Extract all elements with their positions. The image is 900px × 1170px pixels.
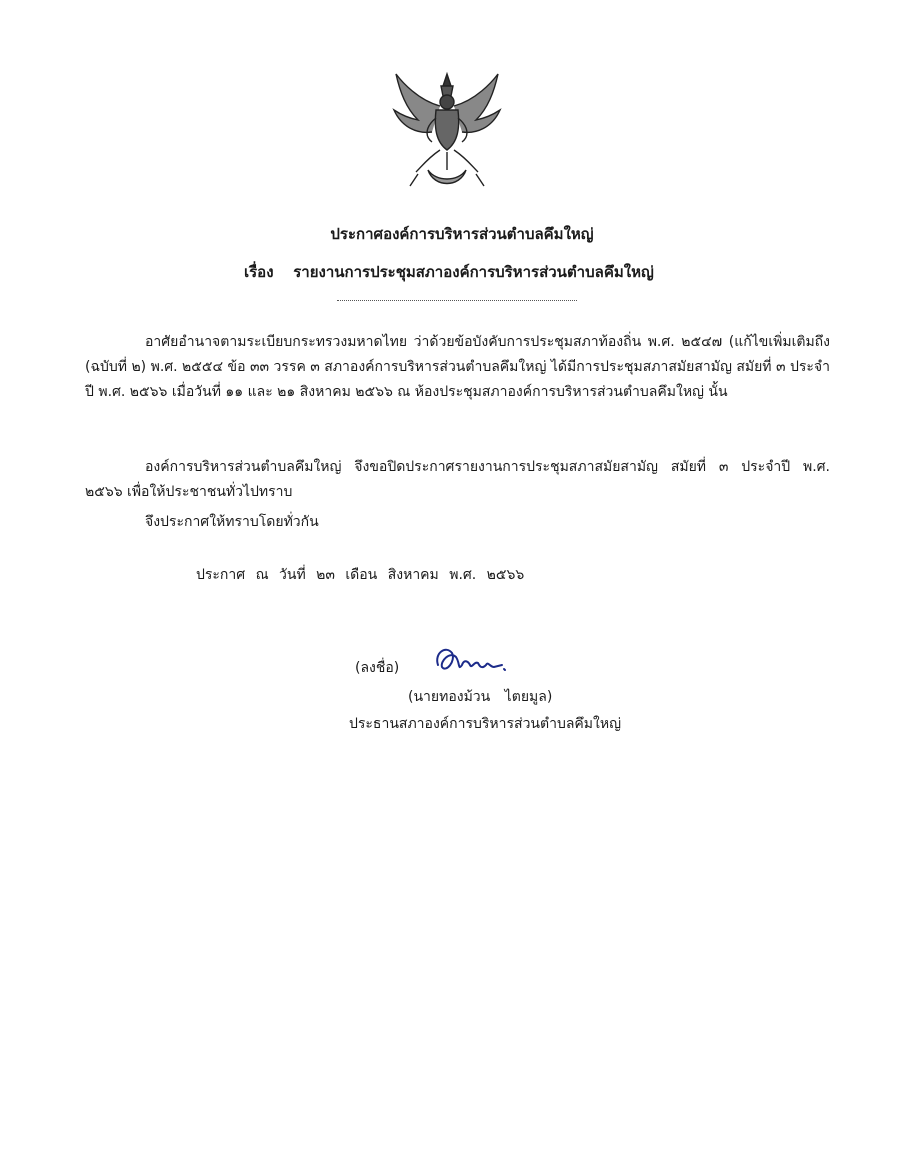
garuda-emblem-icon (388, 70, 506, 192)
paragraph-authority: อาศัยอำนาจตามระเบียบกระทรวงมหาดไทย ว่าด้วยข้อบังคับการประชุมสภาท้องถิ่น พ.ศ. ๒๕๔๗ (แก้ไขเพิ่มเติมถึง (ฉบับที่ ๒) พ.ศ. ๒๕๕๔ ข้อ ๓๓ วรรค ๓ สภาองค์การบริหารส่วนตำบลคึมใหญ่ ได้มีการประชุมสภาสมัยสามัญ สมัยที่ ๓ ประจำปี พ.ศ. ๒๕๖๖ เมื่อวันที่ ๑๑ และ ๒๑ สิงหาคม ๒๕๖๖ ณ ห้องประชุมสภาองค์การบริหารส่วนตำบลคึมใหญ่ นั้น (85, 334, 830, 400)
signatory-position: ประธานสภาองค์การบริหารส่วนตำบลคึมใหญ่ (349, 716, 622, 732)
paragraph-closing: จึงประกาศให้ทราบโดยทั่วกัน (145, 514, 319, 530)
announcement-title: ประกาศองค์การบริหารส่วนตำบลคึมใหญ่ (330, 225, 594, 243)
subject-line (244, 260, 654, 284)
subject-text: รายงานการประชุมสภาองค์การบริหารส่วนตำบลคึมใหญ่ (293, 263, 654, 281)
paragraph-notice: องค์การบริหารส่วนตำบลคึมใหญ่ จึงขอปิดประกาศรายงานการประชุมสภาสมัยสามัญ สมัยที่ ๓ ประจำปี พ.ศ. ๒๕๖๖ เพื่อให้ประชาชนทั่วไปทราบ (85, 459, 830, 500)
subject-label: เรื่อง (244, 263, 274, 281)
divider (337, 300, 577, 301)
signature-label: (ลงชื่อ) (355, 660, 400, 676)
announcement-date: ประกาศ ณ วันที่ ๒๓ เดือน สิงหาคม พ.ศ. ๒๕๖๖ (196, 567, 525, 583)
signatory-name: (นายทองม้วน ไตยมูล) (408, 689, 553, 705)
handwritten-signature (432, 643, 512, 679)
